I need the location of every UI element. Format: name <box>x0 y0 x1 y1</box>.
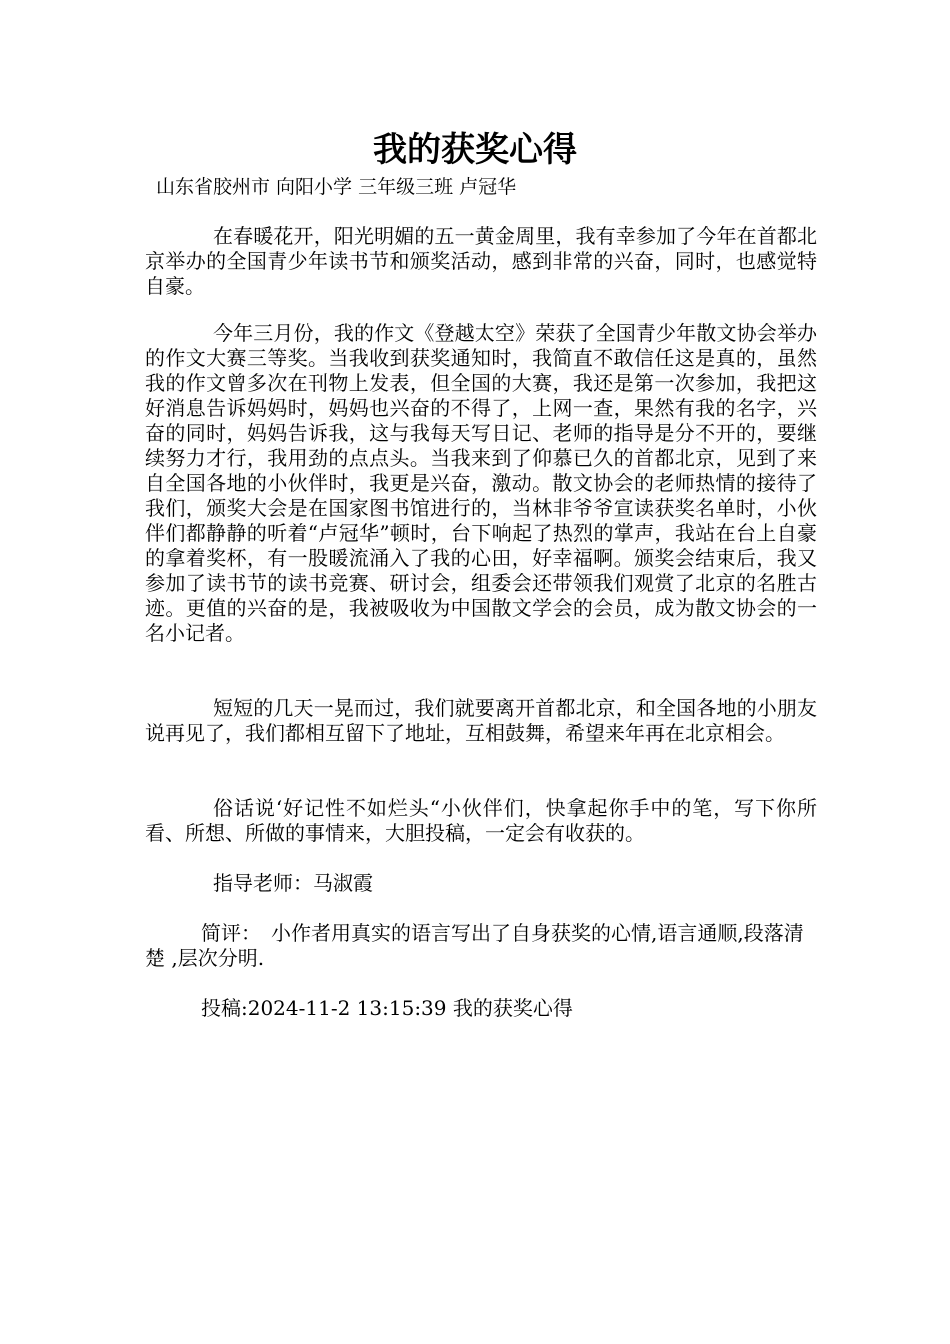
paragraph-3: 短短的几天一晃而过，我们就要离开首都北京，和全国各地的小朋友说再见了，我们都相互留下了地址，互相鼓舞，希望来年再在北京相会。 <box>145 696 817 745</box>
author-line: 山东省胶州市 向阳小学 三年级三班 卢冠华 <box>156 176 517 198</box>
document-title: 我的获奖心得 <box>373 130 577 170</box>
submitted-line: 投稿:2024-11-2 13:15:39 我的获奖心得 <box>201 996 573 1020</box>
comment-line: 简评： 小作者用真实的语言写出了自身获奖的心情,语言通顺,段落清楚 ,层次分明. <box>145 921 804 970</box>
paragraph-1: 在春暖花开，阳光明媚的五一黄金周里，我有幸参加了今年在首都北京举办的全国青少年读书节和颁奖活动，感到非常的兴奋，同时，也感觉特自豪。 <box>145 224 817 298</box>
paragraph-2: 今年三月份，我的作文《登越太空》荣获了全国青少年散文协会举办的作文大赛三等奖。当我收到获奖通知时，我简直不敢信任这是真的，虽然我的作文曾多次在刊物上发表，但全国的大赛，我还是第一次参加，我把这好消息告诉妈妈时，妈妈也兴奋的不得了，上网一查，果然有我的名字，兴奋的同时，妈妈告诉我，这与我每天写日记、老师的指导是分不开的，要继续努力才行，我用劲的点点头。当我来到了仰慕已久的首都北京，见到了来自全国各地的小伙伴时，我更是兴奋，激动。散文协会的老师热情的接待了我们，颁奖大会是在国家图书馆进行的，当林非爷爷宣读获奖名单时，小伙伴们都静静的听着“卢冠华”顿时，台下响起了热烈的掌声，我站在台上自豪的拿着奖杯，有一股暖流涌入了我的心田，好幸福啊。颁奖会结束后，我又参加了读书节的读书竞赛、研讨会，组委会还带领我们观赏了北京的名胜古迹。更值的兴奋的是，我被吸收为中国散文学会的会员，成为散文协会的一名小记者。 <box>145 321 817 645</box>
paragraph-4: 俗话说‘好记性不如烂头“小伙伴们，快拿起你手中的笔，写下你所看、所想、所做的事情来，大胆投稿，一定会有收获的。 <box>145 796 817 845</box>
teacher-line: 指导老师：马淑霞 <box>213 871 373 895</box>
